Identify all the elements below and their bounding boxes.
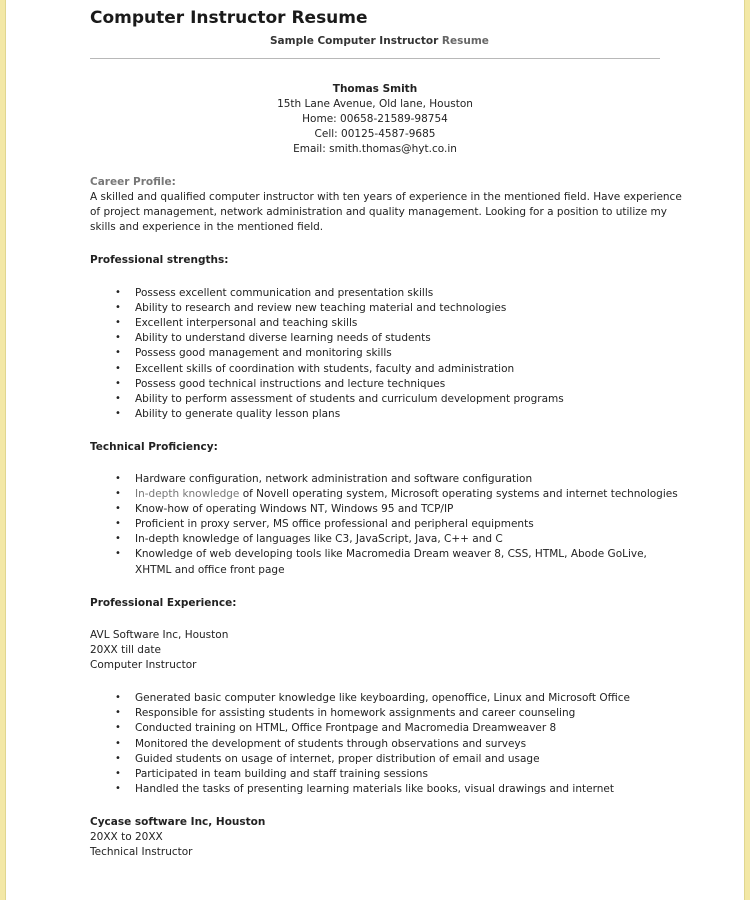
bullet-icon: •	[115, 302, 121, 314]
bullet-icon: •	[115, 707, 121, 719]
job1-dates: 20XX till date	[90, 644, 161, 656]
bullet-text: Ability to understand diverse learning needs of students	[135, 332, 431, 345]
experience-heading: Professional Experience:	[90, 597, 237, 609]
job2-company: Cycase software Inc, Houston	[90, 816, 266, 828]
bullet-text: Excellent interpersonal and teaching skills	[135, 317, 358, 330]
bullet-icon: •	[115, 692, 121, 703]
bullet-text: Participated in team building and staff training sessions	[135, 768, 428, 780]
bullet-text: Excellent skills of coordination with students, faculty and administration	[135, 362, 515, 375]
bullet-icon: •	[115, 533, 121, 544]
bullet-text: Ability to research and review new teaching material and technologies	[135, 302, 507, 315]
career-profile-line-2: of project management, network administration and quality management. Looking for a position to utilize my	[90, 206, 667, 218]
bullet-text	[135, 488, 678, 500]
bullet-text: Possess good management and monitoring skills	[135, 347, 392, 360]
bullet-icon: •	[115, 287, 121, 298]
subtitle-main: Sample Computer Instructor	[270, 35, 439, 47]
faded-text: In-depth knowledge	[135, 488, 240, 500]
subtitle-suffix: Resume	[441, 35, 489, 47]
bullet-text: Monitored the development of students through observations and surveys	[135, 737, 527, 750]
bullet-text: Know-how of operating Windows NT, Windows 95 and TCP/IP	[135, 503, 454, 515]
bullet-text: Generated basic computer knowledge like keyboarding, openoffice, Linux and Microsoft Office	[135, 692, 630, 704]
job2-dates: 20XX to 20XX	[90, 831, 163, 843]
text-rest: of Novell operating system, Microsoft operating systems and internet technologies	[239, 488, 678, 500]
contact-cell-phone: Cell: 00125-4587-9685	[314, 128, 436, 140]
bullet-text: Guided students on usage of internet, proper distribution of email and usage	[135, 752, 540, 765]
technical-heading: Technical Proficiency:	[90, 441, 218, 453]
bullet-text: Knowledge of web developing tools like Macromedia Dream weaver 8, CSS, HTML, Abode GoLive,	[135, 548, 647, 560]
bullet-text: Handled the tasks of presenting learning materials like books, visual drawings and internet	[135, 783, 614, 796]
bullet-text: Possess good technical instructions and lecture techniques	[135, 377, 446, 390]
job1-role: Computer Instructor	[90, 659, 197, 671]
bullet-text: Hardware configuration, network administration and software configuration	[135, 473, 533, 485]
header-divider	[90, 58, 660, 59]
contact-home-phone: Home: 00658-21589-98754	[302, 113, 448, 125]
bullet-icon: •	[115, 783, 121, 795]
bullet-text: Ability to perform assessment of students and curriculum development programs	[135, 392, 564, 405]
bullet-icon: •	[115, 503, 121, 514]
bullet-icon: •	[115, 407, 121, 419]
bullet-icon: •	[115, 362, 121, 374]
bullet-icon: •	[115, 548, 121, 559]
bullet-text: Possess excellent communication and presentation skills	[135, 287, 434, 299]
strengths-heading: Professional strengths:	[90, 254, 229, 266]
career-profile-line-3: skills and experience in the mentioned field.	[90, 221, 324, 233]
career-profile-heading: Career Profile:	[90, 176, 176, 188]
bullet-text: XHTML and office front page	[135, 564, 285, 576]
bullet-icon: •	[115, 473, 121, 484]
page-title: Computer Instructor Resume	[90, 8, 368, 28]
bullet-icon: •	[115, 332, 121, 344]
job1-company: AVL Software Inc, Houston	[90, 629, 229, 641]
bullet-icon: •	[115, 722, 121, 734]
resume-page	[6, 0, 744, 900]
bullet-icon: •	[115, 347, 121, 359]
bullet-icon: •	[115, 317, 121, 329]
bullet-text: Ability to generate quality lesson plans	[135, 407, 341, 420]
bullet-text: Responsible for assisting students in homework assignments and career counseling	[135, 707, 576, 720]
bullet-text: Proficient in proxy server, MS office professional and peripheral equipments	[135, 518, 534, 530]
bullet-icon: •	[115, 392, 121, 404]
bullet-text: Conducted training on HTML, Office Frontpage and Macromedia Dreamweaver 8	[135, 722, 557, 735]
contact-name: Thomas Smith	[332, 83, 418, 95]
bullet-icon: •	[115, 737, 121, 749]
career-profile-line-1: A skilled and qualified computer instructor with ten years of experience in the mentioned field. Have experience	[90, 191, 682, 203]
bullet-icon: •	[115, 518, 121, 529]
contact-email: Email: smith.thomas@hyt.co.in	[293, 143, 457, 155]
bullet-icon: •	[115, 488, 121, 499]
bullet-icon: •	[115, 377, 121, 389]
page-subtitle	[270, 35, 489, 47]
bullet-text: In-depth knowledge of languages like C3, JavaScript, Java, C++ and C	[135, 533, 503, 545]
contact-address: 15th Lane Avenue, Old lane, Houston	[277, 98, 473, 110]
job2-role: Technical Instructor	[90, 846, 193, 858]
bullet-icon: •	[115, 768, 121, 779]
bullet-icon: •	[115, 752, 121, 764]
